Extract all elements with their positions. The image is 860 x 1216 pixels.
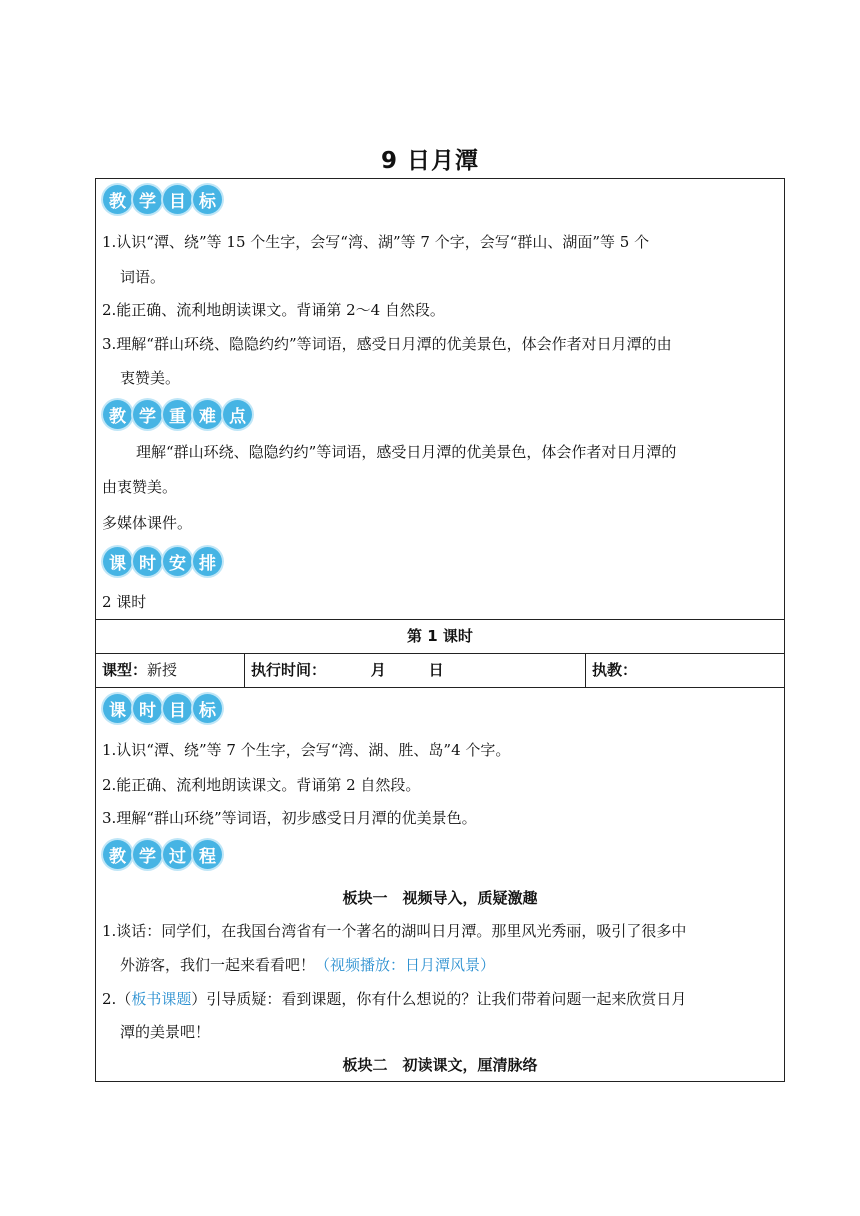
step-2-prefix: 2.（ [102,990,132,1008]
period-header-cell [96,620,784,654]
period-goal-3: 3.理解“群山环绕”等词语，初步感受日月潭的优美景色。 [102,809,477,827]
badge-char: 程 [193,840,222,869]
teacher-label: 执教： [592,661,638,679]
badge-char: 课 [103,547,132,576]
schedule-text: 2 课时 [102,593,147,611]
badge-char: 教 [103,840,132,869]
badge-period-goals [103,694,784,727]
badge-teaching-goals [103,185,784,218]
goal-3-line2: 衷赞美。 [120,369,181,387]
block-2-title: 板块二 初读课文，厘清脉络 [342,1056,538,1074]
badge-char: 标 [193,694,222,723]
step-1-line1: 1.谈话：同学们，在我国台湾省有一个著名的湖叫日月潭。那里风光秀丽，吸引了很多中 [102,922,687,940]
goal-2: 2.能正确、流利地朗读课文。背诵第 2～4 自然段。 [102,301,445,319]
badge-char: 教 [103,400,132,429]
badge-char: 点 [223,400,252,429]
badge-char: 课 [103,694,132,723]
badge-char: 重 [163,400,192,429]
badge-schedule [103,547,222,580]
day-label: 日 [428,661,444,679]
month-label: 月 [370,661,386,679]
key-point-line2: 由衷赞美。 [102,478,178,496]
period-goal-2: 2.能正确、流利地朗读课文。背诵第 2 自然段。 [102,776,421,794]
step-2-text: ）引导质疑：看到课题，你有什么想说的？让我们带着问题一起来欣赏日月 [191,990,687,1008]
goal-1-line2: 词语。 [120,268,166,286]
teacher-cell [586,654,785,687]
lesson-title: 9 日月潭 [380,148,479,174]
step-2-line1 [102,989,776,1009]
badge-char: 学 [133,400,162,429]
lesson-plan-table [95,178,785,1082]
video-cue: （视频播放：日月潭风景） [315,956,496,974]
period-body-cell [96,688,784,1083]
badge-char: 时 [133,694,162,723]
lesson-type-value: 新授 [147,661,178,679]
badge-char: 过 [163,840,192,869]
badge-char: 标 [193,185,222,214]
goal-3-line1: 3.理解“群山环绕、隐隐约约”等词语，感受日月潭的优美景色，体会作者对日月潭的由 [102,335,672,353]
key-point-line1: 理解“群山环绕、隐隐约约”等词语，感受日月潭的优美景色，体会作者对日月潭的 [136,443,677,461]
badge-char: 时 [133,547,162,576]
badge-char: 学 [133,185,162,214]
badge-char: 目 [163,694,192,723]
badge-char: 难 [193,400,222,429]
overview-cell [96,179,784,620]
step-1-line2 [120,955,776,975]
badge-char: 目 [163,185,192,214]
execution-time-cell [245,654,585,687]
period-info-row [96,654,784,688]
badge-char: 排 [193,547,222,576]
board-title-cue: 板书课题 [131,990,192,1008]
materials: 多媒体课件。 [102,514,193,532]
step-1-text: 外游客，我们一起来看看吧！ [120,956,316,974]
lesson-type-label: 课型： [102,661,148,679]
block-1-title: 板块一 视频导入，质疑激趣 [342,889,538,907]
goal-1-line1: 1.认识“潭、绕”等 15 个生字，会写“湾、湖”等 7 个字，会写“群山、湖面”等 5 个 [102,233,650,251]
period-goal-1: 1.认识“潭、绕”等 7 个生字，会写“湾、湖、胜、岛”4 个字。 [102,741,511,759]
execution-time-label: 执行时间： [251,661,327,679]
badge-char: 安 [163,547,192,576]
lesson-type-cell [96,654,244,687]
badge-char: 学 [133,840,162,869]
step-2-line2: 潭的美景吧！ [120,1023,211,1041]
badge-teaching-process [103,840,222,873]
badge-key-points [103,400,252,433]
badge-char: 教 [103,185,132,214]
period-title: 第 1 课时 [407,627,473,645]
